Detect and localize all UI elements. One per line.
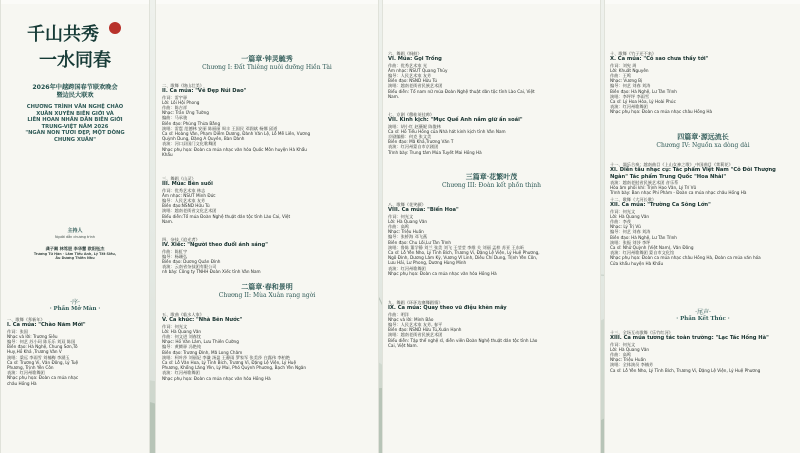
program-item-8: 八、歌舞《花笑颜》 VIII. Ca múa: "Biển Hoa" 作词：何光文 Lời: Hà Quang Văn 作曲：高鸣 Nhạc: Triệu Huấn 编导：张桥海 邓飞燕 Biên đạo: Chu Lôi,Lư Tân Trình 演唱：鲁陈 董学静 刘兰 张美 刘飞 王莹莹 李维 关 刘丽 孟梓 苏亚 王东昕 Ca sĩ: Lỗ Yên Nho, Lý Tỉnh Bích, Trương Vi, Đặng Lệ Viện, Lý Huệ Phương, Ngô Đình, Dương Lâm Kỳ, Vương Vĩ Linh, Diêu Chí Dung, Trịnh Yên Côn, Lưu Hải, Lư Phong, Dương Hùng Minh 表演：红河州歌舞团 Nhạc phụ họa: Đoàn ca múa nhạc văn hóa Hồng Hà bbox=[388, 202, 540, 276]
program-panel-4 bbox=[604, 0, 800, 453]
title-vn: CHƯƠNG TRÌNH VĂN NGHỆ CHÀO XUÂN XUYÊN BIÊN GIỚI VÀ LIÊN HOAN NHÂN DÂN BIÊN GIỚI TRUNG-VIỆT NĂM 2026 "NGÀN NON TƯƠI ĐẸP, MỘT DÒNG CHUNG XUÂN" bbox=[25, 104, 125, 143]
program-item-12: 十二、歌舞《大河长歌》 XII. Ca múa: "Trường Ca Sông Lớn" 作词：何光文 Lời: Hà Quang Văn 作曲：李茂 Nhạc: Lý Trị Vũ 编导：何艺 刘春 刘涛 Biên đạo: Hà Nghệ, Lư Tân Trình 演唱：张振 刘莎 李坪 Ca sĩ: Nhữ Quỳnh (Việt Nam), Văn Đông 表演：红河州歌舞团 蒙自市文化馆 Nhạc phụ họa: Đoàn ca múa nhạc châu Hồng Hà, Đoàn ca múa văn hóa Cửa khẩu huyện Hà Khẩu bbox=[610, 197, 761, 266]
chapter-4-heading: 四篇章·源远流长 Chương IV: Nguồn xa dòng dài bbox=[656, 132, 750, 149]
program-item-9: 九、舞蹈《环环边寨舞蹈情》 IX. Ca múa: Quay theo vũ điệu khèn mây 作曲：明洋 Nhạc và lời: Minh Bảo 编导：人民艺术家 友芳, 春平 Biên đạo: NSND Hữu Tú,Xuân Hạnh 演唱：越南老街省民族艺术团 Biểu diễn: Tập thể nghệ sĩ, diễn viên Đoàn Nghệ thuật dân tộc tỉnh Lào Cai, Việt Nam. bbox=[388, 300, 538, 348]
host-label-cn: 主持人 bbox=[67, 228, 83, 234]
program-panel-2 bbox=[155, 0, 379, 453]
title-cn-1: 2026年中越跨国春节联欢晚会 bbox=[32, 84, 118, 91]
section-prelude: ·序· · Phần Mở Màn · bbox=[49, 299, 101, 312]
program-item-5: 五、歌曲《临水人家》 V. Ca khúc: "Nhà Bên Nước" 作词：何光文 Lời: Hà Quang Văn 作曲：何文进 刘春忱 Nhạc: Hồ Văn Lâm, Lưu Thiên Cường 编导：黄腾驿 冯艳纯 Biên đạo: Trương Đình, Mã Long Châm 演唱：柯叶莎 刘丽妃 李谦 汤盈 王静雨 罗家军 张美莎 白露伟 李柏艳 Ca sĩ: Lỗ Văn Hoa, Lý Tỉnh Bích, Trương Vi, Đặng Lệ Viện, Lý Huệ Phương, Khổng Lãng Yên, Lý Mai, Phó Quỳnh Phương, Bạch Yên Ngân 表演：红河州歌舞团 Nhạc phụ họa: Đoàn ca múa nhạc văn hóa Hồng Hà bbox=[162, 312, 306, 381]
svg-text:一水同春: 一水同春 bbox=[39, 50, 111, 71]
program-item-11: 十一、器乐合奏：越南曲目《上山女神之歌》 中国曲目《茉莉花》 XI. Diễn tấu nhạc cụ: Tác phẩm Việt Nam "Cô Đôi Thượng Ngàn" Tác phẩm Trung Quốc "Hoa Nhài" 表演：越南老挝省民族艺术团 音乐系 Hòa âm phối khí: Trịnh Hạo Văn, Lý Trí Vũ Trình bày: Ban nhạc Phi Phàm - Đoàn ca múa nhạc châu Hồng Hà bbox=[610, 162, 776, 196]
event-logo bbox=[19, 14, 131, 76]
program-item-13: 十三、全场互动歌舞《乐竹红河》 XIII. Ca múa tương tác toàn trường: "Lạc Tác Hồng Hà" 作词：何光文 Lời: Hà Quang Văn 作曲：高鸣 Nhạc: Triệu Huấn 演唱：全体演员 李楠芳 Ca sĩ: Lỗ Yên Nho, Lý Tỉnh Bích, Trương Vi, Đặng Lệ Viện, Lý Huệ Phương bbox=[610, 330, 769, 373]
program-item-7: 七、京剧《穆桂英挂帅》 VII. Kinh kịch: "Mục Quế Anh nắm giữ ấn soái" 演唱：胡小红 赵薇妮 陈俊林 Ca sĩ: Hồ Tiểu Hồng của Nhà hát kinh kịch tỉnh Vân Nam 京剧编排：何克 张文美 Biên đạo: Mã Khả,Trương Văn T 表演：红河州蒙自市京剧团 Trình bày: Trung tâm Múa Tuyết Mai Hồng Hà bbox=[388, 112, 523, 155]
chapter-1-heading: 一篇章·钟灵毓秀 Chương I: Đất Thiêng nuôi dưỡng Hiền Tài bbox=[202, 54, 332, 71]
host-label-vn: Người dẫn chương trình bbox=[55, 235, 95, 239]
cover-panel bbox=[0, 0, 150, 453]
program-item-10: 十、歌舞《竹子还不来》 X. Ca múa: "Cỏ sao chưa thấy tới" 作词：刘宪 周 Lời: Khuất Nguyên 作曲：王鸣 Nhạc: Vương Bị 编导：何艺 刘春 刘涛 Biên đạo: Hà Nghệ, Lư Tân Trình 演唱：李坪坪 李雨雪 Ca sĩ: Lý Hoa Hòa, Lý Hoài Phúc 表演：红河州歌舞团 Nhạc phụ họa: Đoàn ca múa nhạc châu Hồng Hà bbox=[610, 51, 713, 115]
program-item-6: 六、舞蹈《铜鼓》 VI. Múa: Gọi Trống 作曲：优秀艺术家 光 Âm nhạc: NSUT Quang Thủy 编导：人民艺术家 友芳 Biên đạo: NSND Hữu Tú 演唱：越南老街省民族艺术团 Biểu diễn: Tổ nam nữ múa Đoàn Nghệ thuật dân tộc tỉnh Lào Cai, Việt Nam. bbox=[388, 51, 535, 99]
chapter-2-heading: 二篇章·春和景明 Chương II: Mùa Xuân rạng ngời bbox=[218, 282, 316, 299]
svg-text:千山共秀: 千山共秀 bbox=[27, 24, 99, 45]
program-item-1: 一、歌舞《拜新年》 I. Ca múa: "Chào Năm Mới" 作词：张国 Nhạc và lời: Trương Siêu 编导：何艺 苏小珂 陈乐乐 刘双 陈国 Biên đạo: Hà Nghệ, Chung Sơn,Tô Huy,Hồ Khả ,Trương Vân V 演唱：梁远 李雨雪 刘楠梅 李涵玉 Ca sĩ: Trương Vi, Văn Đông, Lý Tuệ Phương, Trịnh Yên Côn 表演：红河州歌舞团 Nhạc phụ họa: Đoàn ca múa nhạc châu Hồng Hà bbox=[7, 317, 86, 386]
program-item-2: 二、歌舞《锦山壮美》 II. Ca múa: "Vẻ Đẹp Núi Dao" 作词：雷宇驿 Lời: Lôi Hội Phong 作曲：陈吉祥 Nhạc: Trần Ứng Tường 编曲：马承骏 Biên đạo: Phùng Thừa Bằng 演唱：雷霆 范德林 安丽 陈丽丽 周丰 王国民 邓润斌 杨娜 邱道 Ca sĩ: Hoàng Vân, Phạm Diễm Dương, Đành Văn Lệ, Lỗ Mễ Liên, Vương Quỳnh Dung, Đặng A Quyên, Bàn Dành 表演：河口县国门文化歌舞团 Nhạc phụ họa: Đoàn ca múa nhạc văn hóa Quốc Môn huyện Hà Khẩu Khẩu bbox=[162, 83, 311, 157]
program-item-3: 三、舞蹈《山灵》 III. Múa: Bên suối 作词：优秀艺术家 林志 Âm nhạc: NSUT Minh Đức 编导：人民艺术家 友芳 Biên đạo:NSND Hữu Tú 演唱：越南老街省文化艺术团 Biểu diễn:Tổ múa Đoàn Nghệ thuật dân tộc tỉnh Lào Cai, Việt Nam. bbox=[162, 176, 291, 224]
title-cn-2: 暨边民大联欢 bbox=[56, 92, 94, 99]
hosts-vn: Trương Tử Hàn · Lâm Tiểu Anh, Lý Tất Siêu, Âu Dương Thiên Nhu bbox=[33, 252, 117, 261]
section-finale: ·尾声· · Phần Kết Thúc · bbox=[676, 309, 730, 322]
chapter-3-heading: 三篇章·花繁叶茂 Chương III: Đoàn kết phồn thịnh bbox=[441, 172, 542, 189]
hosts-cn: 龚子阚 林笃胆 李华慧 欧阳钰杰 bbox=[45, 246, 105, 251]
program-item-4: 四、杂技《追光者》 IV. Xiếc: "Người theo đuổi ánh sáng" 作曲：陈虹宇 编导：杨珊弘 Biên đạo: Dương Quân Đình 表演：云南省杂技团有限公司 nh bày: Công ty TNHH Đoàn Xiếc tỉnh Vân Nam bbox=[162, 237, 268, 275]
program-panel-3 bbox=[382, 0, 601, 453]
